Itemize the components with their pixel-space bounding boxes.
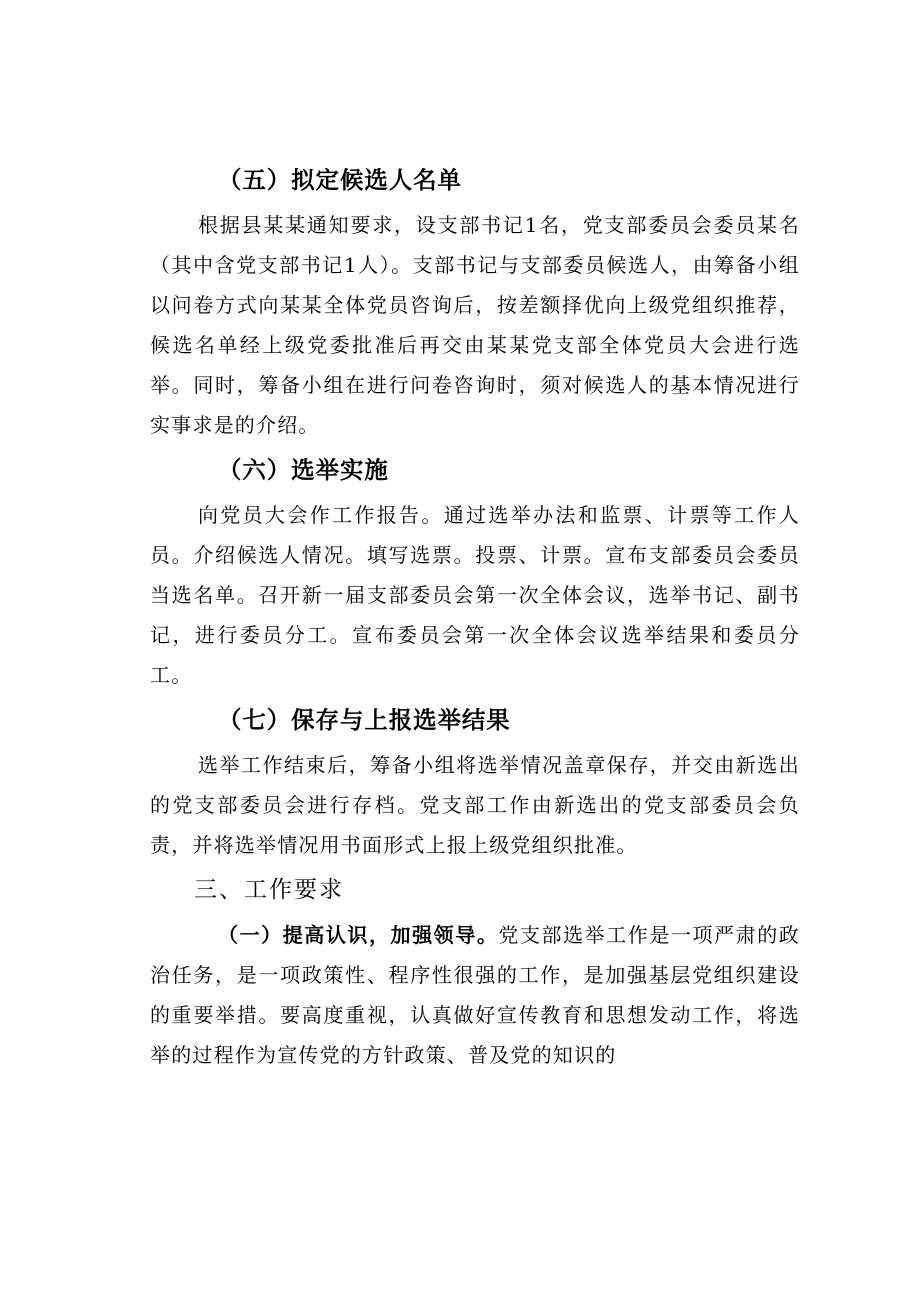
- section-heading-5: （五）拟定候选人名单: [218, 166, 462, 194]
- section-heading-6: （六）选举实施: [218, 456, 389, 484]
- requirement-paragraph-1: [150, 915, 800, 1075]
- document-body: [150, 155, 800, 1075]
- section-paragraph-7: 选举工作结束后，筹备小组将选举情况盖章保存，并交由新选出的党支部委员会进行存档。党支部工作由新选出的党支部委员会负责，并将选举情况用书面形式上报上级党组织批准。: [150, 753, 800, 857]
- section-paragraph-6: 向党员大会作工作报告。通过选举办法和监票、计票等工作人员。介绍候选人情况。填写选票。投票、计票。宣布支部委员会委员当选名单。召开新一届支部委员会第一次全体会议，选举书记、副书记，进行委员分工。宣布委员会第一次全体会议选举结果和委员分工。: [150, 503, 800, 687]
- part-heading-3: 三、工作要求: [194, 877, 344, 903]
- requirement-body-1: 党支部选举工作是一项严肃的政治任务，是一项政策性、程序性很强的工作，是加强基层党组织建设的重要举措。要高度重视，认真做好宣传教育和思想发动工作，将选举的过程作为宣传党的方针政策、普及党的知识的: [150, 923, 800, 1067]
- requirement-lead-1: （一）提高认识，加强领导。: [218, 923, 499, 947]
- section-paragraph-5: 根据县某某通知要求，设支部书记1名，党支部委员会委员某名（其中含党支部书记1人）。支部书记与支部委员候选人，由筹备小组以问卷方式向某某全体党员咨询后，按差额择优向上级党组织推荐，候选名单经上级党委批准后再交由某某党支部全体党员大会进行选举。同时，筹备小组在进行问卷咨询时，须对候选人的基本情况进行实事求是的介绍。: [150, 213, 800, 437]
- section-heading-7: （七）保存与上报选举结果: [218, 706, 511, 734]
